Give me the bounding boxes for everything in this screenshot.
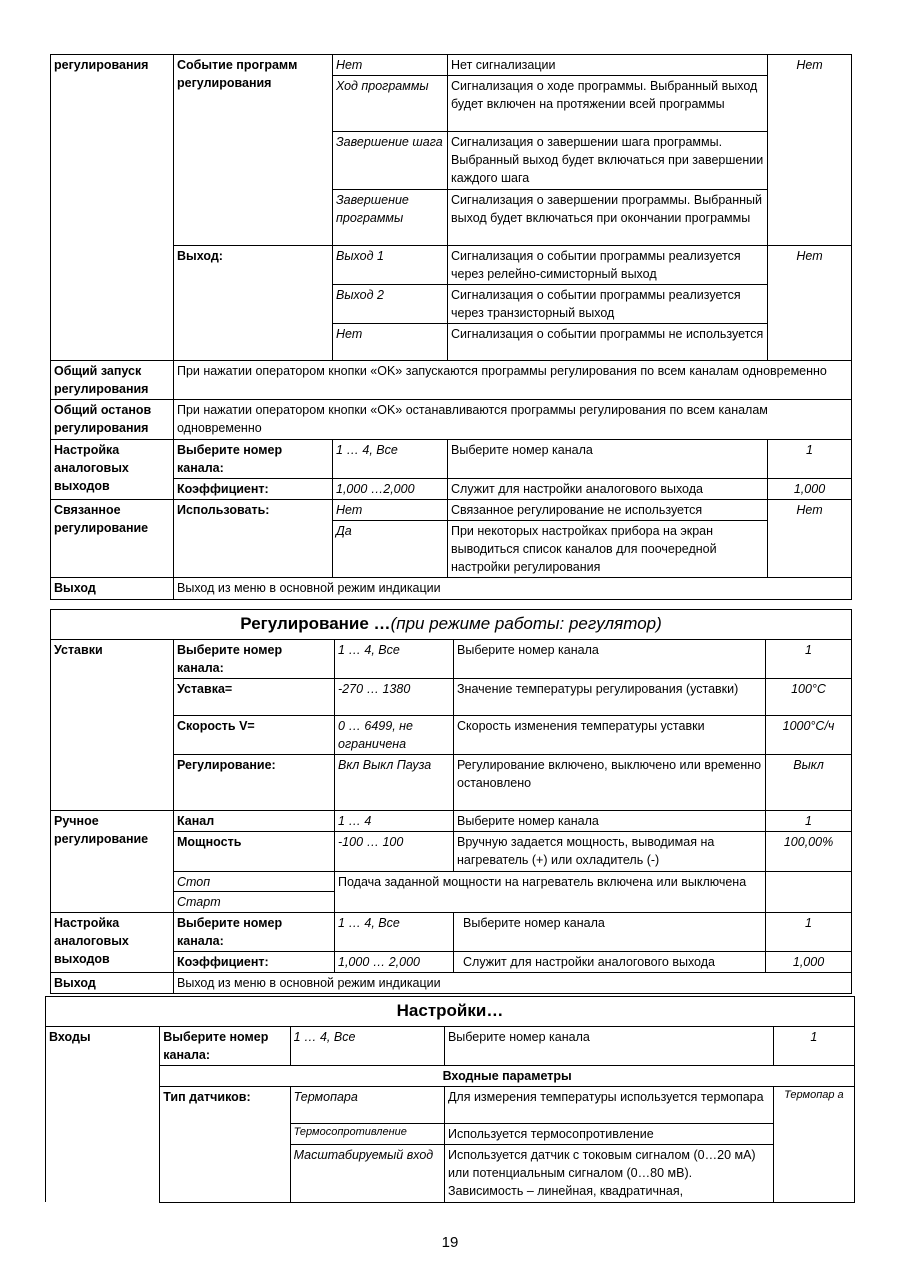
param-cell: Выберите номер канала:: [174, 912, 335, 951]
description-cell: Сигнализация о событии программы реализуется через транзисторный выход: [448, 284, 768, 323]
default-cell: 1: [766, 639, 852, 678]
description-cell: Используется термосопротивление: [444, 1124, 773, 1145]
value-cell: -270 … 1380: [335, 678, 454, 715]
start-stop-cell: [174, 871, 335, 912]
description-cell: Выберите номер канала: [444, 1026, 773, 1065]
description-cell: Вручную задается мощность, выводимая на нагреватель (+) или охладитель (-): [454, 832, 766, 871]
value-cell: 1 … 4: [335, 811, 454, 832]
value-cell: Ход программы: [333, 76, 448, 132]
value-cell: Термопара: [290, 1087, 444, 1124]
start-option: Старт: [177, 894, 221, 909]
description-cell: Сигнализация о ходе программы. Выбранный выход будет включен на протяжении всей программы: [448, 76, 768, 132]
value-cell: Вкл Выкл Пауза: [335, 755, 454, 811]
value-cell: Нет: [333, 499, 448, 520]
value-cell: Выход 1: [333, 245, 448, 284]
category-cell: Выход: [51, 578, 174, 599]
description-cell: Сигнализация о завершении программы. Выбранный выход будет включаться при окончании программы: [448, 189, 768, 245]
param-cell: Выход:: [174, 245, 333, 361]
category-cell: Связанное регулирование: [51, 499, 174, 578]
param-cell: Использовать:: [174, 499, 333, 578]
description-cell: Используется датчик с токовым сигналом (0…20 мА) или потенциальным сигналом (0…80 мВ). Зависимость – линейная, квадратичная,: [444, 1145, 773, 1202]
category-cell: Выход: [51, 973, 174, 994]
category-cell: Ручное регулирование: [51, 811, 174, 913]
param-cell: Выберите номер канала:: [160, 1026, 290, 1065]
regulation-table: [50, 609, 852, 994]
default-cell: Нет: [768, 499, 852, 578]
value-cell: Завершение шага: [333, 132, 448, 189]
description-cell: Служит для настройки аналогового выхода: [454, 951, 766, 972]
category-cell: Входы: [46, 1026, 160, 1202]
param-cell: Уставка=: [174, 678, 335, 715]
description-cell: Сигнализация о событии программы реализуется через релейно-симисторный выход: [448, 245, 768, 284]
description-cell: Скорость изменения температуры уставки: [454, 715, 766, 754]
param-cell: Мощность: [174, 832, 335, 871]
default-cell: Термопар а: [773, 1087, 854, 1203]
value-cell: Термосопротивление: [290, 1124, 444, 1145]
category-cell: Общий запуск регулирования: [51, 361, 174, 400]
description-cell: При нажатии оператором кнопки «OK» запускаются программы регулирования по всем каналам одновременно: [174, 361, 852, 400]
description-cell: Выберите номер канала: [454, 639, 766, 678]
default-cell: Нет: [768, 55, 852, 246]
value-cell: 1 … 4, Все: [290, 1026, 444, 1065]
default-cell: 1: [766, 912, 852, 951]
section-title: Настройки…: [46, 997, 855, 1027]
description-cell: Подача заданной мощности на нагреватель включена или выключена: [335, 871, 766, 912]
description-cell: Сигнализация о событии программы не используется: [448, 324, 768, 361]
section-title-main: Регулирование …: [240, 614, 391, 633]
default-cell: 1,000: [768, 478, 852, 499]
value-cell: 1 … 4, Все: [335, 912, 454, 951]
param-cell: Канал: [174, 811, 335, 832]
description-cell: Связанное регулирование не используется: [448, 499, 768, 520]
param-cell: Выберите номер канала:: [174, 639, 335, 678]
value-cell: 1,000 …2,000: [333, 478, 448, 499]
category-cell: Уставки: [51, 639, 174, 811]
param-cell: Скорость V=: [174, 715, 335, 754]
value-cell: Да: [333, 521, 448, 578]
description-cell: Выберите номер канала: [454, 912, 766, 951]
description-cell: Выберите номер канала: [448, 439, 768, 478]
default-cell: 1: [768, 439, 852, 478]
description-cell: Значение температуры регулирования (уставки): [454, 678, 766, 715]
default-cell: Нет: [768, 245, 852, 361]
value-cell: Нет: [333, 324, 448, 361]
default-cell: 100°C: [766, 678, 852, 715]
value-cell: Выход 2: [333, 284, 448, 323]
value-cell: 1 … 4, Все: [335, 639, 454, 678]
param-cell: Коэффициент:: [174, 951, 335, 972]
section-title-sub: (при режиме работы: регулятор): [390, 614, 662, 633]
category-cell: регулирования: [51, 55, 174, 76]
description-cell: Сигнализация о завершении шага программы. Выбранный выход будет включаться при завершении каждого шага: [448, 132, 768, 189]
description-cell: При некоторых настройках прибора на экран выводиться список каналов для поочередной настройки регулирования: [448, 521, 768, 578]
value-cell: Нет: [333, 55, 448, 76]
param-cell: Выберите номер канала:: [174, 439, 333, 478]
description-cell: Выберите номер канала: [454, 811, 766, 832]
category-cell: Настройка аналоговых выходов: [51, 439, 174, 499]
section-title: [51, 610, 852, 640]
description-cell: Выход из меню в основной режим индикации: [174, 578, 852, 599]
settings-table: [45, 996, 855, 1203]
default-cell: Выкл: [766, 755, 852, 811]
category-cell: Настройка аналоговых выходов: [51, 912, 174, 972]
description-cell: При нажатии оператором кнопки «OK» останавливаются программы регулирования по всем каналам одновременно: [174, 400, 852, 439]
default-cell: 1: [773, 1026, 854, 1065]
default-cell: 1: [766, 811, 852, 832]
settings-table-program-events: [50, 54, 852, 600]
value-cell: 1,000 … 2,000: [335, 951, 454, 972]
description-cell: Служит для настройки аналогового выхода: [448, 478, 768, 499]
description-cell: Регулирование включено, выключено или временно остановлено: [454, 755, 766, 811]
description-cell: Нет сигнализации: [448, 55, 768, 76]
param-cell: Регулирование:: [174, 755, 335, 811]
param-cell: Событие программ регулирования: [174, 55, 333, 246]
description-cell: Выход из меню в основной режим индикации: [174, 973, 852, 994]
category-cell: Общий останов регулирования: [51, 400, 174, 439]
default-cell: 1,000: [766, 951, 852, 972]
param-cell: Тип датчиков:: [160, 1087, 290, 1203]
default-cell: 100,00%: [766, 832, 852, 871]
value-cell: Масштабируемый вход: [290, 1145, 444, 1202]
value-cell: 1 … 4, Все: [333, 439, 448, 478]
subsection-header: Входные параметры: [160, 1065, 855, 1086]
param-cell: Коэффициент:: [174, 478, 333, 499]
value-cell: 0 … 6499, не ограничена: [335, 715, 454, 754]
page-number: 19: [441, 1234, 459, 1251]
stop-option: Стоп: [174, 872, 334, 892]
default-cell: 1000°С/ч: [766, 715, 852, 754]
value-cell: Завершение программы: [333, 189, 448, 245]
value-cell: -100 … 100: [335, 832, 454, 871]
description-cell: Для измерения температуры используется термопара: [444, 1087, 773, 1124]
